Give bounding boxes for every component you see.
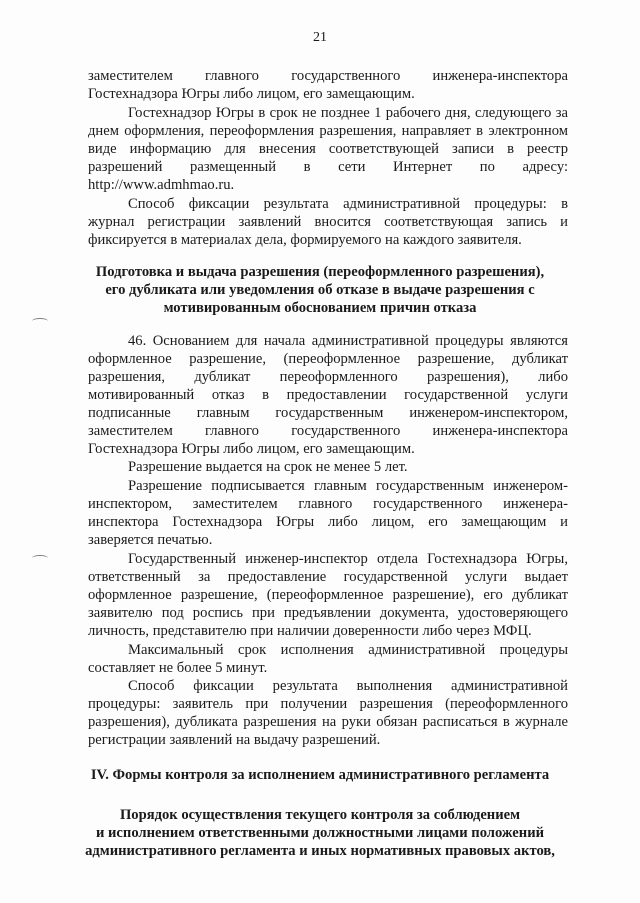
text-line: разрешения, дубликат переоформленного разрешения), либо [88, 369, 568, 385]
text-line: мотивированный отказ в предоставлении государственной услуги [88, 387, 568, 403]
section-heading-line: Подготовка и выдача разрешения (переоформленного разрешения), [95, 264, 545, 280]
text-line: 46. Основанием для начала административной процедуры являются [128, 333, 568, 349]
text-line: ответственный за предоставление государственной услуги выдает [88, 569, 568, 585]
section-heading-line: административного регламента и иных нормативных правовых актов, [85, 843, 555, 859]
text-line: Максимальный срок исполнения административной процедуры [128, 642, 568, 658]
text-line: инспектора Гостехнадзора Югры либо лицом, его замещающим и [88, 514, 568, 530]
text-line: Разрешение подписывается главным государственным инженером- [128, 478, 568, 494]
section-heading-line: Порядок осуществления текущего контроля за соблюдением [119, 807, 521, 823]
text-line: разрешения), дубликата разрешения на руки обязан расписаться в журнале [88, 714, 568, 730]
text-line: составляет не более 5 минут. [88, 660, 268, 676]
margin-mark [32, 555, 48, 561]
text-line: Государственный инженер-инспектор отдела Гостехнадзора Югры, [128, 551, 568, 567]
text-line: оформленное разрешение, (переоформленное разрешение, дубликат [88, 351, 568, 367]
section-heading-line: мотивированным обоснованием причин отказа [163, 300, 477, 316]
text-line: личность, представителю при наличии доверенности либо через МФЦ. [88, 623, 532, 639]
text-line: регистрации заявлений на выдачу разрешений. [88, 732, 381, 748]
text-line: заместителем главного государственного инженера-инспектора [88, 68, 568, 84]
text-line: Способ фиксации результата выполнения административной [128, 678, 568, 694]
section-heading-line: его дубликата или уведомления об отказе в выдаче разрешения с [105, 282, 535, 298]
text-line: днем оформления, переоформления разрешения, направляет в электронном [88, 123, 568, 139]
section-title: IV. Формы контроля за исполнением административного регламента [90, 767, 550, 783]
text-line: http://www.admhmao.ru. [88, 177, 235, 193]
text-line: разрешений размещенный в сети Интернет по адресу: [88, 159, 568, 175]
section-heading-line: и исполнением ответственными должностными лицами положений [95, 825, 545, 841]
text-line: заместителем главного государственного инженера-инспектора [88, 423, 568, 439]
text-line: Гостехнадзора Югры либо лицом, его замещающим. [88, 441, 415, 457]
page-number: 21 [313, 30, 327, 45]
text-line: виде информацию для внесения соответствующей записи в реестр [88, 141, 568, 157]
text-line: журнал регистрации заявлений вносится соответствующая запись и [88, 214, 568, 230]
text-line: Разрешение выдается на срок не менее 5 лет. [128, 459, 408, 475]
text-line: Гостехнадзора Югры либо лицом, его замещающим. [88, 86, 415, 102]
text-line: подписанные главным государственным инженером-инспектором, [88, 405, 568, 421]
text-line: процедуры: заявитель при получении разрешения (переоформленного [88, 696, 568, 712]
text-line: фиксируется в материалах дела, формируемого на каждого заявителя. [88, 232, 522, 248]
text-line: Способ фиксации результата административной процедуры: в [128, 196, 568, 212]
text-line: заявителю под роспись при предъявлении документа, удостоверяющего [88, 605, 568, 621]
text-line: заверяется печатью. [88, 532, 213, 548]
text-line: Гостехнадзор Югры в срок не позднее 1 рабочего дня, следующего за [128, 105, 568, 121]
text-line: оформленное разрешение, (переоформленное разрешение), его дубликат [88, 587, 568, 603]
text-line: инспектором, заместителем главного государственного инженера- [88, 496, 568, 512]
margin-mark [32, 318, 48, 324]
